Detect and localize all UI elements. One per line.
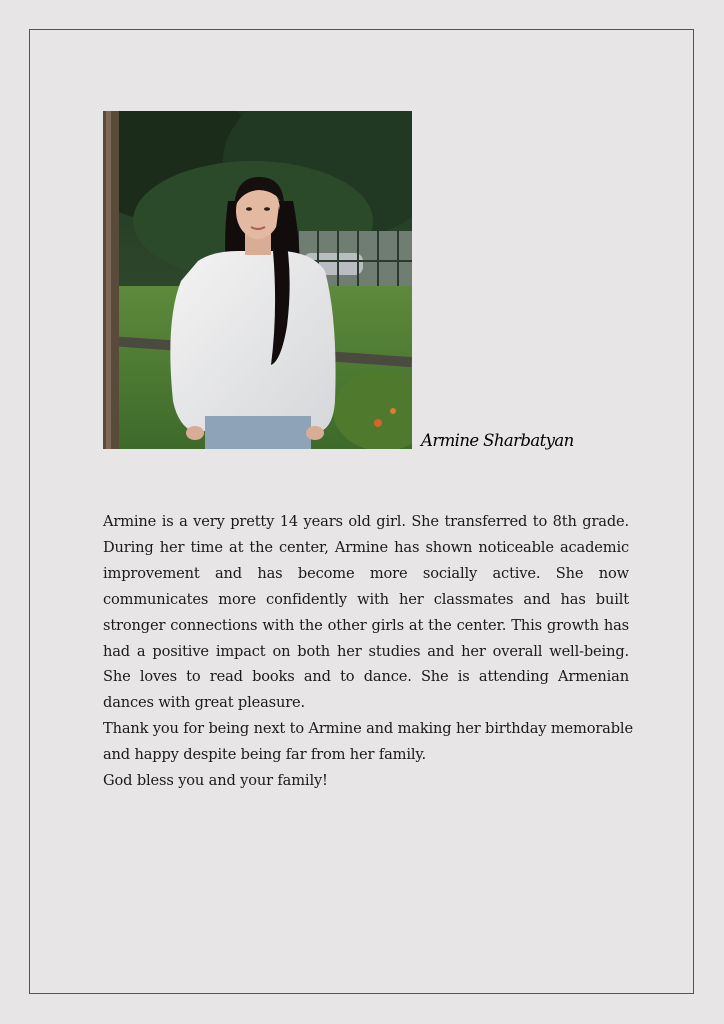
letter-body <box>103 509 633 794</box>
bio-paragraph: Armine is a very pretty 14 years old girl. She transferred to 8th grade. During her time at the center, Armine has shown noticeable academic improvement and has become more socially active. She now communicates more confidently with her classmates and has built stronger connections with the other girls at the center. This growth has had a positive impact on both her studies and her overall well-being. She loves to read books and to dance. She is attending Armenian dances with great pleasure. <box>103 513 629 712</box>
thanks-line-2: and happy despite being far from her family. <box>103 746 427 764</box>
portrait-photo <box>103 111 412 449</box>
thanks-line-1: Thank you for being next to Armine and making her birthday memorable <box>103 720 633 738</box>
person-name-caption: Armine Sharbatyan <box>421 431 574 450</box>
blessing-line: God bless you and your family! <box>103 772 328 790</box>
